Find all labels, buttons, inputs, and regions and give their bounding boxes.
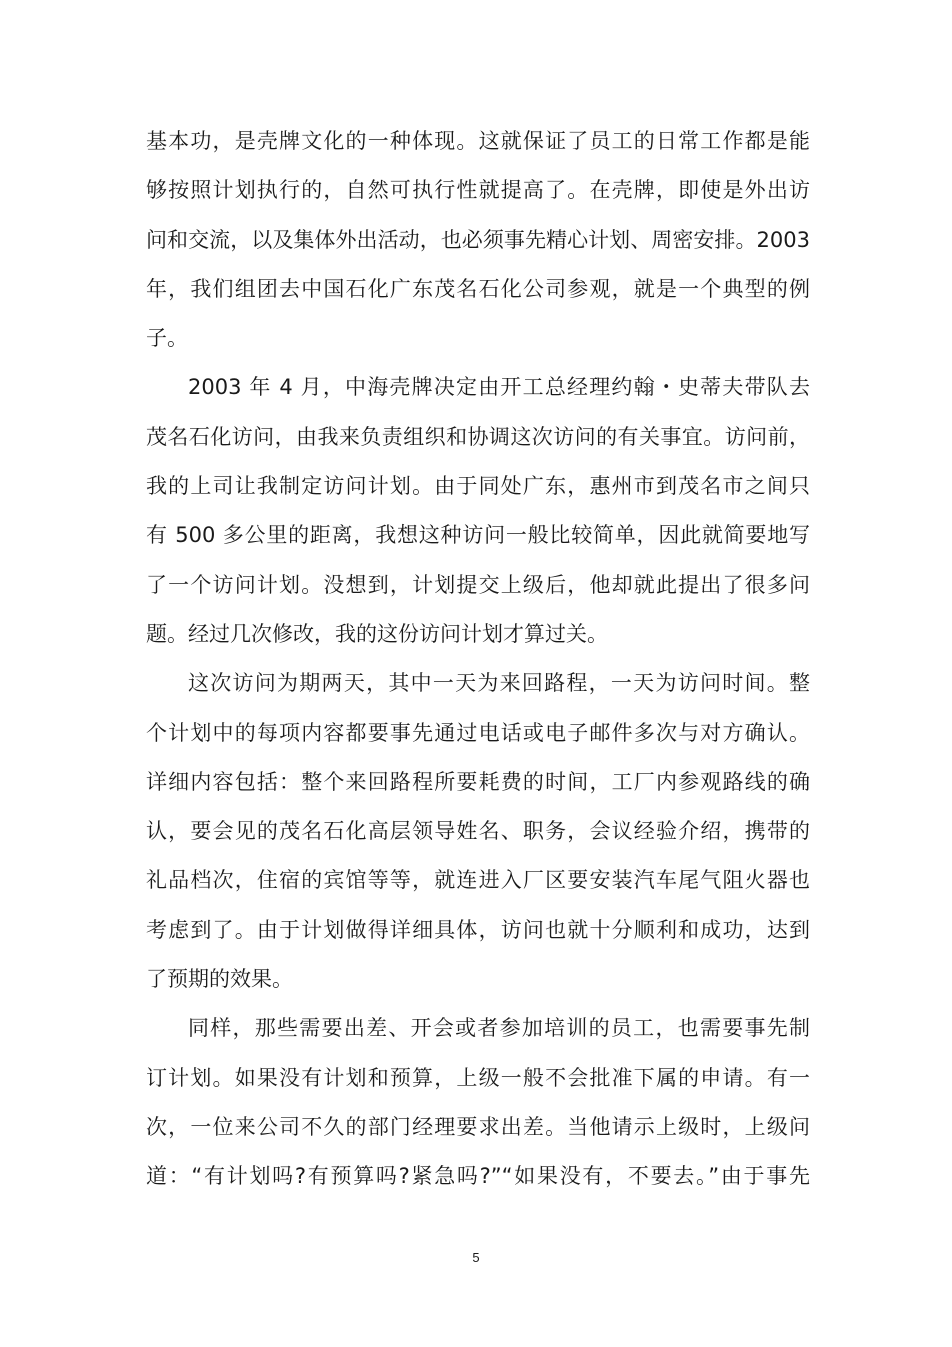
text-line: 次，一位来公司不久的部门经理要求出差。当他请示上级时，上级问 xyxy=(146,1114,810,1139)
text-line: 了一个访问计划。没想到，计划提交上级后，他却就此提出了很多问 xyxy=(146,572,810,597)
text-line: 认，要会见的茂名石化高层领导姓名、职务，会议经验介绍，携带的 xyxy=(146,819,810,844)
text-line: 茂名石化访问，由我来负责组织和协调这次访问的有关事宜。访问前， xyxy=(146,424,810,449)
text-line: 个计划中的每项内容都要事先通过电话或电子邮件多次与对方确认。 xyxy=(146,720,810,745)
text-line: 够按照计划执行的，自然可执行性就提高了。在壳牌，即使是外出访 xyxy=(146,178,810,203)
text-line: 了预期的效果。 xyxy=(146,967,293,992)
text-line: 这次访问为期两天，其中一天为来回路程，一天为访问时间。整 xyxy=(188,671,810,696)
page-number: 5 xyxy=(472,1250,480,1265)
text-line: 道：“有计划吗?有预算吗?紧急吗?”“如果没有，不要去。”由于事先 xyxy=(146,1164,810,1189)
text-line: 同样，那些需要出差、开会或者参加培训的员工，也需要事先制 xyxy=(188,1016,810,1041)
text-line: 礼品档次，住宿的宾馆等等，就连进入厂区要安装汽车尾气阻火器也 xyxy=(146,868,810,893)
text-line: 订计划。如果没有计划和预算，上级一般不会批准下属的申请。有一 xyxy=(146,1065,810,1090)
text-line: 2003 年 4 月，中海壳牌决定由开工总经理约翰・史蒂夫带队去 xyxy=(188,375,810,400)
body-text xyxy=(146,117,810,1202)
text-line: 题。经过几次修改，我的这份访问计划才算过关。 xyxy=(146,621,608,646)
text-line: 年，我们组团去中国石化广东茂名石化公司参观，就是一个典型的例 xyxy=(146,276,810,301)
text-line: 详细内容包括：整个来回路程所要耗费的时间，工厂内参观路线的确 xyxy=(146,769,810,794)
text-line: 有 500 多公里的距离，我想这种访问一般比较简单，因此就简要地写 xyxy=(146,523,810,548)
text-line: 基本功，是壳牌文化的一种体现。这就保证了员工的日常工作都是能 xyxy=(146,129,810,153)
text-line: 问和交流，以及集体外出活动，也必须事先精心计划、周密安排。2003 xyxy=(146,227,810,252)
text-line: 我的上司让我制定访问计划。由于同处广东，惠州市到茂名市之间只 xyxy=(146,474,810,499)
text-line: 考虑到了。由于计划做得详细具体，访问也就十分顺利和成功，达到 xyxy=(146,917,810,942)
text-line: 子。 xyxy=(146,326,188,351)
